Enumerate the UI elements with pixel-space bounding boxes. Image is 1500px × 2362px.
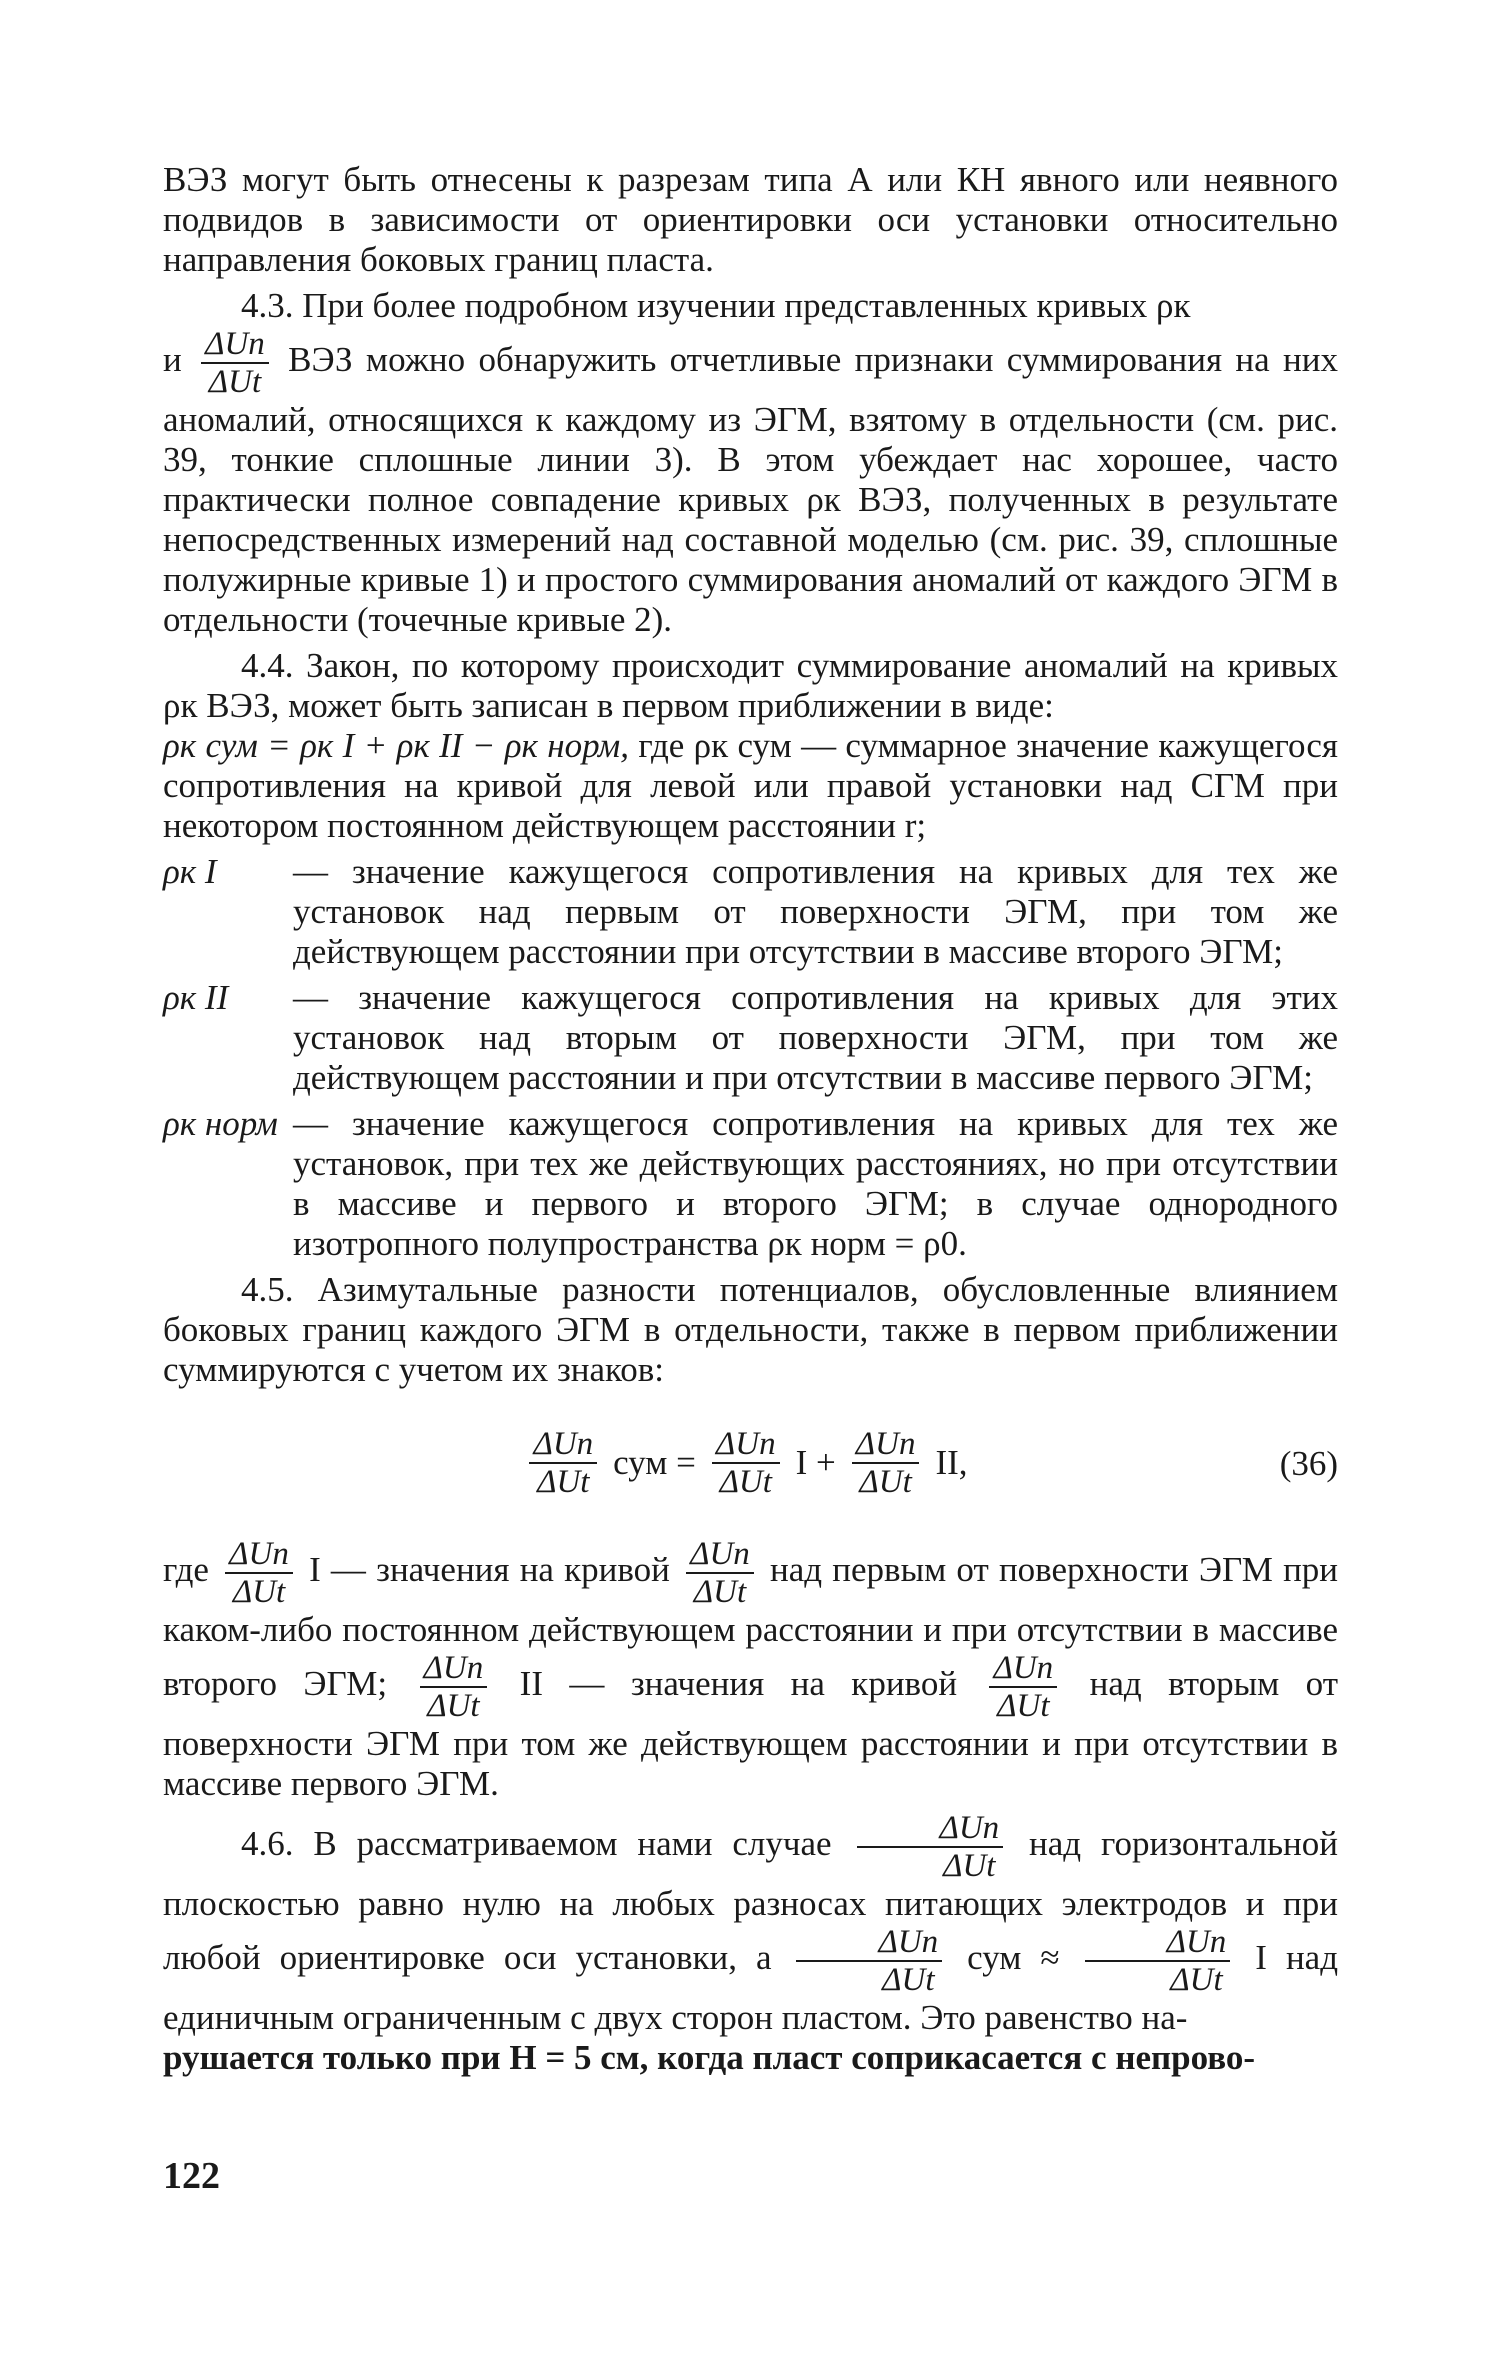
fraction-denominator: ΔUt bbox=[537, 1464, 590, 1500]
paragraph-4-6 bbox=[163, 1810, 1338, 2038]
definition-symbol: ρк II bbox=[163, 978, 229, 1017]
where-text-4: над вторым от поверхности ЭГМ при том же действующем расстоянии и при отсутствии в массиве первого ЭГМ. bbox=[163, 1664, 1339, 1803]
fraction-dun-dut bbox=[529, 1426, 597, 1500]
definition-rho-II bbox=[163, 978, 1338, 1098]
fraction-denominator: ΔUt bbox=[693, 1574, 747, 1610]
definition-text: — значение кажущегося сопротивления на кривых для тех же установок над первым от поверхности ЭГМ, при том же действующем расстоянии при отсутствии в массиве второго ЭГМ; bbox=[293, 852, 1338, 971]
definition-symbol: ρк I bbox=[163, 852, 217, 891]
paragraph-4-6-bold-line: рушается только при H = 5 см, когда пласт соприкасается с непрово- bbox=[163, 2038, 1256, 2077]
equation-sum-label: сум = bbox=[613, 1443, 696, 1482]
sum-approx: сум ≈ bbox=[967, 1938, 1060, 1978]
fraction-dun-dut bbox=[201, 326, 269, 400]
where-text-3: II — значения на кривой bbox=[519, 1664, 958, 1704]
paragraph-intro: ВЭЗ могут быть отнесены к разрезам типа А или КН явного или неявного подвидов в зависимости от ориентировки оси установки относительно направления боковых границ пласта. bbox=[163, 160, 1338, 279]
fraction-numerator: ΔUn bbox=[686, 1536, 754, 1574]
paragraph-4-3-body bbox=[163, 326, 1338, 640]
equation-number: (36) bbox=[1279, 1444, 1338, 1483]
definition-text: — значение кажущегося сопротивления на кривых для этих установок над вторым от поверхности ЭГМ, при том же действующем расстоянии и при отсутствии в массиве первого ЭГМ; bbox=[293, 978, 1338, 1097]
page-number: 122 bbox=[163, 2155, 220, 2197]
fraction-numerator: ΔUn bbox=[225, 1536, 293, 1574]
formula-rho-sum-line bbox=[163, 726, 1338, 846]
equation-36-explanation bbox=[163, 1536, 1338, 1804]
fraction-numerator: ΔUn bbox=[852, 1426, 920, 1464]
fraction-dun-dut bbox=[712, 1426, 780, 1500]
definition-rho-norm bbox=[163, 1104, 1338, 1264]
paragraph-4-3-text: ВЭЗ можно обнаружить отчетливые признаки суммирования на них аномалий, относящихся к каждому из ЭГМ, взятому в отдельности (см. рис. 39, тонкие сплошные линии 3). В этом убеждает нас хорошее, часто практически полное совпадение кривых ρк ВЭЗ, полученных в результате непосредственных измерений над составной моделью (см. рис. 39, сплошные полужирные кривые 1) и простого суммирования аномалий от каждого ЭГМ в отдельности (точечные кривые 2). bbox=[163, 340, 1339, 639]
paragraph-4-6-tail: над единичным ограниченным с двух сторон пластом. Это равенство на- bbox=[163, 1938, 1339, 2037]
fraction-dun-dut bbox=[852, 1426, 920, 1500]
paragraph-4-6-middle: над горизонтальной плоскостью равно нулю на любых разносах питающих электродов и при любой ориентировке оси установки, а bbox=[163, 1824, 1339, 1978]
fraction-dun-dut bbox=[857, 1810, 1003, 1884]
fraction-numerator: ΔUn bbox=[201, 326, 269, 364]
paragraph-4-5: 4.5. Азимутальные разности потенциалов, обусловленные влиянием боковых границ каждого ЭГМ в отдельности, также в первом приближении суммируются с учетом их знаков: bbox=[163, 1270, 1338, 1389]
fraction-dun-dut bbox=[225, 1536, 293, 1610]
fraction-denominator: ΔUt bbox=[859, 1464, 912, 1500]
fraction-denominator: ΔUt bbox=[427, 1688, 480, 1724]
fraction-dun-dut bbox=[1085, 1924, 1231, 1998]
paragraph-4-6-start: 4.6. В рассматриваемом нами случае bbox=[241, 1824, 832, 1864]
fraction-numerator: ΔUn bbox=[529, 1426, 597, 1464]
fraction-dun-dut bbox=[989, 1650, 1057, 1724]
and-word: и bbox=[163, 340, 182, 380]
fraction-dun-dut bbox=[796, 1924, 942, 1998]
page-body bbox=[163, 160, 1338, 2078]
definition-symbol: ρк норм bbox=[163, 1104, 278, 1143]
equation-36 bbox=[163, 1408, 1338, 1518]
fraction-numerator: ΔUn bbox=[420, 1650, 488, 1688]
fraction-denominator: ΔUt bbox=[997, 1688, 1050, 1724]
definition-rho-I bbox=[163, 852, 1338, 972]
fraction-numerator: ΔUn bbox=[989, 1650, 1057, 1688]
fraction-denominator: ΔUt bbox=[882, 1962, 935, 1998]
where-text-2: над первым от поверхности ЭГМ при каком-либо постоянном действующем расстоянии и при отсутствии в массиве второго ЭГМ; bbox=[163, 1550, 1339, 1704]
fraction-denominator: ΔUt bbox=[232, 1574, 286, 1610]
fraction-denominator: ΔUt bbox=[1170, 1962, 1223, 1998]
equation-term-2: II, bbox=[935, 1443, 968, 1482]
fraction-numerator: ΔUn bbox=[712, 1426, 780, 1464]
fraction-denominator: ΔUt bbox=[943, 1848, 996, 1884]
formula-rho-sum: ρк сум = ρк I + ρк II − ρк норм, bbox=[163, 726, 629, 765]
term-I: I bbox=[1255, 1938, 1267, 1978]
fraction-denominator: ΔUt bbox=[208, 364, 262, 400]
where-text-1: I — значения на кривой bbox=[309, 1550, 670, 1590]
fraction-numerator: ΔUn bbox=[857, 1810, 1003, 1848]
fraction-numerator: ΔUn bbox=[1085, 1924, 1231, 1962]
paragraph-4-3-line1: 4.3. При более подробном изучении представленных кривых ρк bbox=[241, 286, 1191, 325]
fraction-denominator: ΔUt bbox=[719, 1464, 772, 1500]
formula-rho-sum-explanation: где ρк сум — суммарное значение кажущегося сопротивления на кривой для левой или правой установки над СГМ при некотором постоянном действующем расстоянии r; bbox=[163, 726, 1338, 845]
fraction-dun-dut bbox=[420, 1650, 488, 1724]
fraction-dun-dut bbox=[686, 1536, 754, 1610]
definition-text: — значение кажущегося сопротивления на кривых для тех же установок, при тех же действующих расстояниях, но при отсутствии в массиве и первого и второго ЭГМ; в случае однородного изотропного полупространства ρк норм = ρ0. bbox=[293, 1104, 1338, 1263]
equation-term-1: I + bbox=[795, 1443, 836, 1482]
where-prefix: где bbox=[163, 1550, 209, 1590]
paragraph-4-4: 4.4. Закон, по которому происходит суммирование аномалий на кривых ρк ВЭЗ, может быть записан в первом приближении в виде: bbox=[163, 646, 1338, 725]
fraction-numerator: ΔUn bbox=[796, 1924, 942, 1962]
